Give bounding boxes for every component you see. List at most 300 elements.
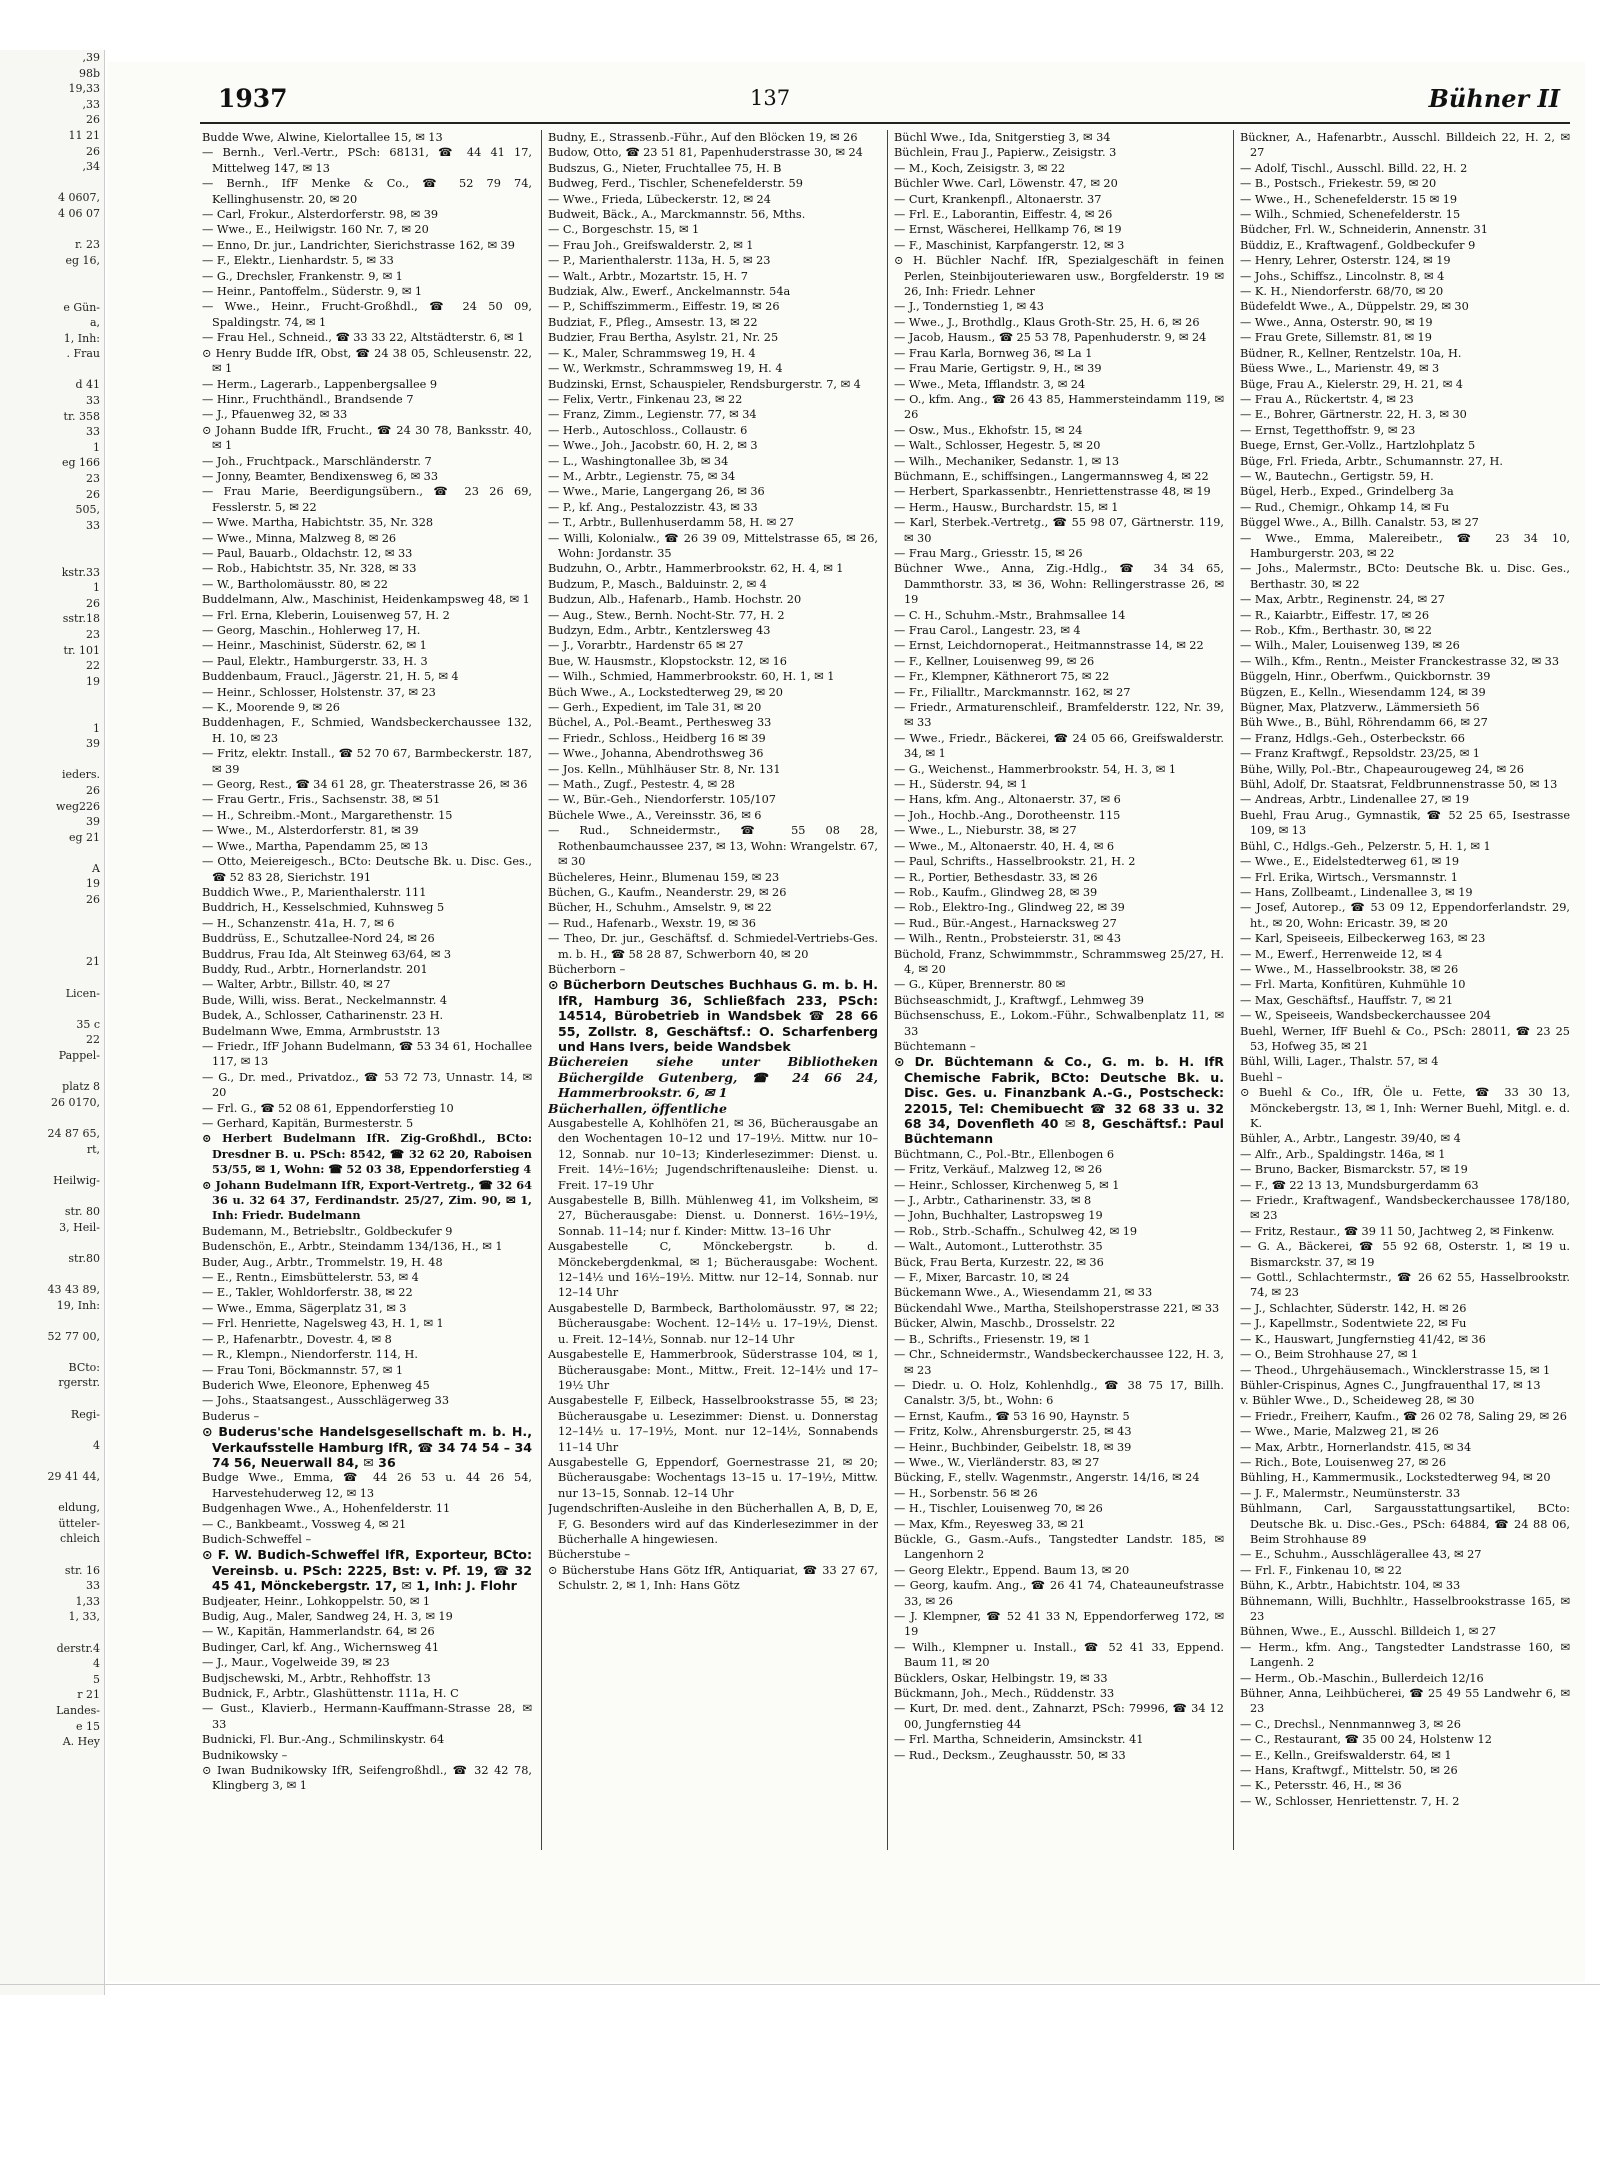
directory-entry: Büggel Wwe., A., Billh. Canalstr. 53, ✉ 27: [1240, 516, 1479, 530]
edge-fragment: A. Hey: [62, 1735, 100, 1749]
directory-entry: — Wwe., Anna, Osterstr. 90, ✉ 19: [1240, 315, 1433, 329]
directory-entry: — Walt., Automont., Lutterothstr. 35: [894, 1240, 1103, 1254]
edge-fragment: 19, Inh:: [56, 1298, 100, 1312]
edge-fragment: tr. 358: [63, 409, 100, 423]
directory-entry: — Rob., Strb.-Schaffn., Schulweg 42, ✉ 19: [894, 1224, 1138, 1238]
directory-entry: Bühnen, Wwe., E., Ausschl. Billdeich 1, ✉ 27: [1240, 1625, 1497, 1639]
edge-fragment: [0, 1391, 104, 1407]
directory-entry: Bühl, Willi, Lager., Thalstr. 57, ✉ 4: [1240, 1055, 1439, 1069]
directory-entry: — Wwe., Martha, Papendamm 25, ✉ 13: [202, 839, 429, 853]
column-divider: [1233, 130, 1234, 1850]
directory-entry: — Ernst, Tegetthoffstr. 9, ✉ 23: [1240, 423, 1416, 437]
directory-entry: — Franz, Zimm., Legienstr. 77, ✉ 34: [548, 408, 757, 422]
directory-entry: — Johs., Malermstr., BCto: Deutsche Bk. u. Disc. Ges., Berthastr. 30, ✉ 22: [1240, 562, 1570, 591]
directory-entry: — Heinr., Pantoffelm., Süderstr. 9, ✉ 1: [202, 285, 423, 299]
edge-fragment: eg 166: [61, 456, 100, 470]
edge-fragment: [0, 923, 104, 939]
directory-entry: — Wilh., Kfm., Rentn., Meister Franckestrasse 32, ✉ 33: [1240, 654, 1560, 668]
directory-entry: — Ernst, Leichdornoperat., Heitmannstrasse 14, ✉ 22: [894, 639, 1204, 653]
directory-entry: Budow, Otto, ☎ 23 51 81, Papenhuderstrasse 30, ✉ 24: [548, 146, 863, 160]
directory-entry: — Theo, Dr. jur., Geschäftsf. d. Schmiedel-Vertriebs-Ges. m. b. H., ☎ 58 28 87, Schwerborn 40, ✉ 20: [548, 932, 878, 961]
column-4: [1240, 130, 1570, 1850]
directory-entry: ⊙ Bücherborn Deutsches Buchhaus G. m. b. H. IfR, Hamburg 36, Schließfach 233, PSch: 14514, Bürobetrieb in Wandsbek ☎ 28 66 55, Zollstr. 8, Geschäftsf.: O. Scharfenberg und Hans Ivers, beide Wandsbek: [548, 977, 878, 1054]
edge-fragment: 33: [86, 394, 100, 408]
edge-fragment: 1: [93, 440, 100, 454]
directory-entry: Buderich Wwe, Eleonore, Ephenweg 45: [202, 1378, 430, 1392]
page-header: [200, 84, 1570, 124]
directory-entry: — Ernst, Kaufm., ☎ 53 16 90, Haynstr. 5: [894, 1409, 1130, 1423]
directory-entry: Bühe, Willy, Pol.-Btr., Chapeaurougeweg 24, ✉ 26: [1240, 762, 1524, 776]
edge-fragment: [0, 705, 104, 721]
edge-fragment: 3, Heil-: [59, 1220, 100, 1234]
directory-entry: — J., Pfauenweg 32, ✉ 33: [202, 408, 348, 422]
edge-fragment: [0, 284, 104, 300]
directory-entry: — Herm., kfm. Ang., Tangstedter Landstrasse 160, ✉ Langenh. 2: [1240, 1640, 1570, 1670]
directory-entry: Büchtmann, C., Pol.-Btr., Ellenbogen 6: [894, 1147, 1115, 1161]
directory-entry: — Wwe., Johanna, Abendrothsweg 36: [548, 747, 764, 761]
directory-entry: — P., Marienthalerstr. 113a, H. 5, ✉ 23: [548, 254, 771, 268]
directory-entry: Bühl, Adolf, Dr. Staatsrat, Feldbrunnenstrasse 50, ✉ 13: [1240, 778, 1558, 792]
edge-fragment: [0, 1313, 104, 1329]
directory-entry: — P., Hafenarbtr., Dovestr. 4, ✉ 8: [202, 1332, 392, 1346]
edge-fragment: derstr.4: [56, 1641, 100, 1655]
directory-entry: — Curt, Krankenpfl., Altonaerstr. 37: [894, 192, 1102, 206]
directory-entry: Büddiz, E., Kraftwagenf., Goldbeckufer 9: [1240, 238, 1476, 252]
directory-entry: — Chr., Schneidermstr., Wandsbeckerchaussee 122, H. 3, ✉ 23: [894, 1348, 1224, 1377]
edge-fragment: Landes-: [56, 1703, 100, 1717]
edge-fragment: ,33: [82, 97, 100, 111]
directory-entry: — Fritz, elektr. Install., ☎ 52 70 67, Barmbeckerstr. 187, ✉ 39: [202, 747, 532, 776]
directory-entry: Ausgabestelle D, Barmbeck, Bartholomäusstr. 97, ✉ 22; Bücherausgabe: Wochent. 12–14½ u. 17–19½, Dienst. u. Freit. 12–14½, Sonnab. nur 12–14 Uhr: [548, 1301, 878, 1346]
directory-entry: — Rob., Kfm., Berthastr. 30, ✉ 22: [1240, 624, 1432, 637]
directory-entry: — E., Bohrer, Gärtnerstr. 22, H. 3, ✉ 30: [1240, 408, 1467, 422]
edge-fragment: ,39: [82, 51, 100, 64]
edge-fragment: [0, 1547, 104, 1563]
directory-entry: Buder, Aug., Arbtr., Trommelstr. 19, H. 48: [202, 1255, 443, 1269]
directory-entry: — Georg, Rest., ☎ 34 61 28, gr. Theaterstrasse 26, ✉ 36: [202, 778, 528, 792]
directory-entry: Bück, Frau Berta, Kurzestr. 22, ✉ 36: [894, 1255, 1104, 1269]
edge-fragment: 1: [93, 581, 100, 595]
directory-entry: — Gottl., Schlachtermstr., ☎ 26 62 55, Hasselbrookstr. 74, ✉ 23: [1240, 1271, 1570, 1300]
directory-entry: — Herm., Ob.-Maschin., Bullerdeich 12/16: [1240, 1671, 1484, 1685]
directory-entry: Büdcher, Frl. W., Schneiderin, Annenstr. 31: [1240, 223, 1488, 237]
directory-entry: — Wwe., Minna, Malzweg 8, ✉ 26: [202, 531, 397, 545]
directory-entry: Bücherhallen, öffentliche: [548, 1100, 727, 1116]
column-3: [894, 130, 1224, 1850]
edge-fragment: rt,: [86, 1142, 100, 1156]
directory-entry: — C., Drechsl., Nennmannweg 3, ✉ 26: [1240, 1717, 1461, 1731]
edge-fragment: Licen-: [65, 986, 100, 1000]
directory-entry: — Frl. Henriette, Nagelsweg 43, H. 1, ✉ 1: [202, 1317, 444, 1331]
header-page-number: 137: [750, 86, 791, 110]
directory-entry: Budziak, Alw., Ewerf., Anckelmannstr. 54a: [548, 285, 791, 299]
directory-entry: Bücheleres, Heinr., Blumenau 159, ✉ 23: [548, 870, 780, 884]
directory-entry: — Frau Marie, Gertigstr. 9, H., ✉ 39: [894, 362, 1102, 376]
directory-entry: — J., Vorarbtr., Hardenstr 65 ✉ 27: [548, 639, 744, 653]
edge-fragment: 1, 33,: [68, 1610, 100, 1624]
edge-fragment: 4 0607,: [58, 191, 100, 205]
directory-entry: — Rob., Habichtstr. 35, Nr. 328, ✉ 33: [202, 562, 417, 576]
directory-entry: — M., Arbtr., Legienstr. 75, ✉ 34: [548, 469, 736, 483]
directory-entry: — Frl. Erna, Kleberin, Louisenweg 57, H. 2: [202, 608, 450, 622]
edge-fragment: [0, 1235, 104, 1251]
directory-entry: Büggeln, Hinr., Oberfwm., Quickbornstr. 39: [1240, 670, 1491, 684]
directory-entry: — Frl. Erika, Wirtsch., Versmannstr. 1: [1240, 870, 1458, 884]
directory-entry: — O., kfm. Ang., ☎ 26 43 85, Hammersteindamm 119, ✉ 26: [894, 392, 1224, 422]
directory-entry: Bue, W. Hausmstr., Klopstockstr. 12, ✉ 16: [548, 654, 787, 668]
directory-entry: — B., Schrifts., Friesenstr. 19, ✉ 1: [894, 1332, 1091, 1346]
directory-entry: — Rob., Elektro-Ing., Glindweg 22, ✉ 39: [894, 901, 1125, 915]
directory-entry: Büdner, R., Kellner, Rentzelstr. 10a, H.: [1240, 346, 1462, 360]
directory-entry: Budnick, F., Arbtr., Glashüttenstr. 111a, H. C: [202, 1687, 459, 1701]
directory-entry: — Henry, Lehrer, Osterstr. 124, ✉ 19: [1240, 254, 1451, 268]
edge-fragment: . Frau: [66, 347, 100, 361]
directory-entry: Buehl, Frau Arug., Gymnastik, ☎ 52 25 65, Isestrasse 109, ✉ 13: [1240, 808, 1570, 838]
directory-entry: — W., Bartholomäusstr. 80, ✉ 22: [202, 577, 388, 591]
directory-entry: Ausgabestelle C, Mönckebergstr. b. d. Mönckebergdenkmal, ✉ 1; Bücherausgabe: Wochent. 12–14½ und 16½–19½. Mittw. nur 12–14, Sonnab. nur 12–14 Uhr: [548, 1240, 878, 1300]
directory-entry: Budnicki, Fl. Bur.-Ang., Schmilinskystr. 64: [202, 1733, 445, 1747]
directory-entry: — K., Petersstr. 46, H., ✉ 36: [1240, 1779, 1402, 1793]
directory-entry: Bügel, Herb., Exped., Grindelberg 3a: [1240, 485, 1454, 499]
edge-fragment: 33: [86, 425, 100, 439]
edge-fragment: 33: [86, 518, 100, 532]
directory-entry: — Franz Kraftwgf., Repsoldstr. 23/25, ✉ 1: [1240, 747, 1480, 761]
directory-entry: — E., Takler, Wohldorferstr. 38, ✉ 22: [202, 1286, 413, 1300]
edge-fragment: 26: [86, 893, 100, 907]
directory-entry: Budzun, Alb., Hafenarb., Hamb. Hochstr. 20: [548, 593, 802, 607]
directory-entry: Budzier, Frau Bertha, Asylstr. 21, Nr. 25: [548, 331, 779, 345]
edge-fragment: [0, 1064, 104, 1080]
directory-entry: — Fritz, Kolw., Ahrensburgerstr. 25, ✉ 43: [894, 1425, 1132, 1439]
directory-entry: Bügner, Max, Platzverw., Lämmersieth 56: [1240, 701, 1480, 715]
directory-entry: — P., Schiffszimmerm., Eiffestr. 19, ✉ 26: [548, 300, 780, 314]
directory-entry: — Wwe., Emma, Sägerplatz 31, ✉ 3: [202, 1301, 407, 1315]
directory-entry: Büchen, G., Kaufm., Neanderstr. 29, ✉ 26: [548, 885, 787, 899]
directory-entry: Budjschewski, M., Arbtr., Rehhoffstr. 13: [202, 1671, 431, 1685]
directory-entry: — Theod., Uhrgehäusemach., Wincklerstrasse 15, ✉ 1: [1240, 1363, 1551, 1377]
directory-entry: — Walt., Arbtr., Mozartstr. 15, H. 7: [548, 269, 748, 283]
directory-entry: Budny, E., Strassenb.-Führ., Auf den Blöcken 19, ✉ 26: [548, 131, 858, 144]
directory-entry: Budzum, P., Masch., Balduinstr. 2, ✉ 4: [548, 577, 767, 591]
edge-fragment: [0, 533, 104, 549]
directory-entry: — Herb., Autoschloss., Collaustr. 6: [548, 423, 748, 437]
edge-fragment: [0, 362, 104, 378]
directory-entry: Budnikowsky –: [202, 1748, 288, 1762]
directory-entry: — Heinr., Maschinist, Süderstr. 62, ✉ 1: [202, 639, 427, 653]
edge-fragment: r 21: [77, 1688, 100, 1702]
directory-entry: — Rud., Bür.-Angest., Harnacksweg 27: [894, 916, 1117, 930]
directory-entry: Jugendschriften-Ausleihe in den Bücherhallen A, B, D, E, F, G. Besonders wird auf das Kinderlesezimmer in der Bücherhalle A hingewiesen.: [548, 1502, 878, 1546]
directory-entry: ⊙ F. W. Budich-Schweffel IfR, Exporteur, BCto: Vereinsb. u. PSch: 2225, Bst: v. Pf. 19, ☎ 32 45 41, Mönckebergstr. 17, ✉ 1, Inh: J. Flohr: [202, 1547, 532, 1594]
directory-entry: — Rich., Bote, Louisenweg 27, ✉ 26: [1240, 1455, 1447, 1469]
directory-entry: Budinger, Carl, kf. Ang., Wichernsweg 41: [202, 1640, 440, 1654]
directory-entry: — G., Drechsler, Frankenstr. 9, ✉ 1: [202, 269, 403, 283]
directory-entry: Budweg, Ferd., Tischler, Schenefelderstr. 59: [548, 177, 803, 191]
directory-entry: Bücherstube –: [548, 1548, 631, 1562]
directory-entry: — Paul, Elektr., Hamburgerstr. 33, H. 3: [202, 654, 428, 668]
directory-entry: — R., Kaiarbtr., Eiffestr. 17, ✉ 26: [1240, 608, 1430, 622]
directory-entry: — Kurt, Dr. med. dent., Zahnarzt, PSch: 79996, ☎ 34 12 00, Jungfernstieg 44: [894, 1702, 1224, 1731]
directory-entry: — Bruno, Backer, Bismarckstr. 57, ✉ 19: [1240, 1163, 1468, 1177]
directory-entry: Büchner Wwe., Anna, Zig.-Hdlg., ☎ 34 34 65, Dammthorstr. 33, ✉ 36, Wohn: Rellingerstrasse 26, ✉ 19: [894, 562, 1224, 607]
directory-entry: — Rud., Decksm., Zeughausstr. 50, ✉ 33: [894, 1748, 1126, 1762]
directory-entry: Ausgabestelle A, Kohlhöfen 21, ✉ 36, Bücherausgabe an den Wochentagen 10–12 und 17–19½. Mittw. nur 10–12, Sonnab. nur 10–13; Kinderlesezimmer: Dienst. u. Freit. 14½–16½; Jugendschriftenausleihe: Dienst. u. Freit. 17–19 Uhr: [548, 1117, 878, 1192]
edge-fragment: eldung,: [58, 1501, 100, 1515]
page-bottom-edge: [0, 1984, 1600, 1985]
edge-fragment: [0, 1157, 104, 1173]
directory-entry: — Rob., Kaufm., Glindweg 28, ✉ 39: [894, 885, 1098, 899]
edge-fragment: rgerstr.: [58, 1376, 100, 1390]
edge-fragment: 5: [93, 1672, 100, 1686]
directory-entry: — Joh., Fruchtpack., Marschländerstr. 7: [202, 454, 432, 468]
edge-fragment: [0, 752, 104, 768]
directory-entry: — Walter, Arbtr., Billstr. 40, ✉ 27: [202, 978, 391, 992]
edge-fragment: str. 80: [64, 1204, 100, 1218]
directory-entry: Budig, Aug., Maler, Sandweg 24, H. 3, ✉ 19: [202, 1610, 453, 1623]
edge-fragment: [0, 1453, 104, 1469]
directory-entry: — Friedr., Schloss., Heidberg 16 ✉ 39: [548, 731, 766, 745]
directory-entry: — F., Elektr., Lienhardstr. 5, ✉ 33: [202, 254, 394, 268]
directory-entry: Bühnemann, Willi, Buchhltr., Hasselbrookstrasse 165, ✉ 23: [1240, 1594, 1570, 1623]
directory-entry: — Johs., Staatsangest., Ausschlägerweg 33: [202, 1394, 450, 1408]
edge-fragment: sstr.18: [62, 612, 100, 626]
edge-fragment: e 15: [75, 1719, 100, 1733]
directory-entry: Budjeater, Heinr., Lohkoppelstr. 50, ✉ 1: [202, 1594, 431, 1608]
directory-entry: Bücker, Alwin, Maschb., Drosselstr. 22: [894, 1317, 1116, 1331]
directory-entry: Buege, Ernst, Ger.-Vollz., Hartzlohplatz 5: [1240, 439, 1476, 453]
directory-entry: Budszus, G., Nieter, Fruchtallee 75, H. B: [548, 161, 782, 175]
directory-entry: Büchlein, Frau J., Papierw., Zeisigstr. 3: [894, 146, 1117, 160]
directory-entry: — K. H., Niendorferstr. 68/70, ✉ 20: [1240, 285, 1444, 299]
directory-entry: Budich-Schweffel –: [202, 1532, 312, 1546]
directory-entry: — Frau Toni, Böckmannstr. 57, ✉ 1: [202, 1363, 404, 1377]
directory-entry: Büh Wwe., B., Bühl, Röhrendamm 66, ✉ 27: [1240, 716, 1488, 730]
directory-entry: — Fr., Filialltr., Marckmannstr. 162, ✉ 27: [894, 685, 1131, 699]
directory-entry: — J. F., Malermstr., Neumünsterstr. 33: [1240, 1486, 1461, 1500]
directory-entry: Bücking, F., stellv. Wagenmstr., Angerstr. 14/16, ✉ 24: [894, 1471, 1200, 1485]
edge-fragment: [0, 1110, 104, 1126]
directory-entry: — J., Arbtr., Catharinenstr. 33, ✉ 8: [894, 1194, 1092, 1208]
directory-entry: — Frl. Marta, Konfitüren, Kuhmühle 10: [1240, 978, 1466, 992]
directory-entry: Buehl, Werner, IfF Buehl & Co., PSch: 28011, ☎ 23 25 53, Hofweg 35, ✉ 21: [1240, 1024, 1570, 1053]
directory-entry: — Bernh., IfF Menke & Co., ☎ 52 79 74, Kellinghusenstr. 20, ✉ 20: [202, 177, 532, 206]
directory-entry: — Wilh., Rentn., Probsteierstr. 31, ✉ 43: [894, 932, 1122, 946]
directory-entry: — Wwe., M., Altonaerstr. 40, H. 4, ✉ 6: [894, 839, 1115, 853]
edge-fragment: [0, 1344, 104, 1360]
directory-entry: — Rud., Hafenarb., Wexstr. 19, ✉ 36: [548, 916, 756, 930]
edge-fragment: ütteler-: [58, 1516, 100, 1530]
directory-entry: Bühl, C., Hdlgs.-Geh., Pelzerstr. 5, H. 1, ✉ 1: [1240, 839, 1491, 853]
directory-entry: Bückendahl Wwe., Martha, Steilshoperstrasse 221, ✉ 33: [894, 1301, 1220, 1315]
edge-fragment: [0, 908, 104, 924]
directory-entry: Budenschön, E., Arbtr., Steindamm 134/136, H., ✉ 1: [202, 1240, 503, 1254]
directory-entry: Büchereien siehe unter Bibliotheken Büchergilde Gutenberg, ☎ 24 66 24, Hammerbrookstr. 6, ✉ 1: [548, 1054, 878, 1101]
edge-fragment: 39: [86, 815, 100, 829]
edge-fragment: BCto:: [68, 1360, 100, 1374]
directory-entry: — Carl, Frokur., Alsterdorferstr. 98, ✉ 39: [202, 208, 439, 222]
edge-fragment: [0, 1266, 104, 1282]
directory-entry: — K., Moorende 9, ✉ 26: [202, 701, 340, 715]
directory-entry: Buddenbaum, Fraucl., Jägerstr. 21, H. 5, ✉ 4: [202, 670, 459, 684]
edge-fragment: 19: [86, 877, 100, 891]
directory-entry: — Wwe., E., Heilwigstr. 160 Nr. 7, ✉ 20: [202, 223, 429, 237]
directory-entry: — Wwe. Martha, Habichtstr. 35, Nr. 328: [202, 516, 434, 530]
directory-entry: — Aug., Stew., Bernh. Nocht-Str. 77, H. 2: [548, 608, 785, 622]
directory-entry: Budzinski, Ernst, Schauspieler, Rendsburgerstr. 7, ✉ 4: [548, 377, 861, 391]
directory-entry: v. Bühler Wwe., D., Scheideweg 28, ✉ 30: [1240, 1394, 1475, 1408]
edge-fragment: 98b: [78, 66, 100, 80]
directory-entry: Budzuhn, O., Arbtr., Hammerbrookstr. 62, H. 4, ✉ 1: [548, 562, 844, 576]
directory-entry: — E., Kelln., Greifswalderstr. 64, ✉ 1: [1240, 1748, 1452, 1762]
directory-entry: — Bernh., Verl.-Vertr., PSch: 68131, ☎ 44 41 17, Mittelweg 147, ✉ 13: [202, 146, 532, 175]
edge-fragment: 26: [86, 783, 100, 797]
directory-entry: — Wwe., Marie, Langergang 26, ✉ 36: [548, 485, 765, 499]
directory-entry: — Jacob, Hausm., ☎ 25 53 78, Papenhuderstr. 9, ✉ 24: [894, 331, 1207, 345]
edge-fragment: 26: [86, 113, 100, 127]
directory-entry: — Karl, Sterbek.-Vertretg., ☎ 55 98 07, Gärtnerstr. 119, ✉ 30: [894, 516, 1224, 545]
directory-entry: Ausgabestelle F, Eilbeck, Hasselbrookstrasse 55, ✉ 23; Bücherausgabe u. Lesezimmer: Dienst. u. Donnerstag 12–14½ u. 17–19½, Mont. nur 12–14½, Sonnabends 11–14 Uhr: [548, 1394, 878, 1454]
directory-entry: Budde Wwe, Alwine, Kielortallee 15, ✉ 13: [202, 131, 443, 144]
directory-entry: — Frau Marie, Beerdigungsübern., ☎ 23 26 69, Fesslerstr. 5, ✉ 22: [202, 485, 532, 514]
edge-fragment: 4: [93, 1438, 100, 1452]
directory-entry: — Diedr. u. O. Holz, Kohlenhdlg., ☎ 38 75 17, Billh. Canalstr. 3/5, bt., Wohn: 6: [894, 1378, 1224, 1408]
directory-entry: Bückner, A., Hafenarbtr., Ausschl. Billdeich 22, H. 2, ✉ 27: [1240, 131, 1570, 160]
edge-fragment: [0, 1485, 104, 1501]
edge-fragment: 52 77 00,: [47, 1329, 100, 1343]
directory-entry: Buddrich, H., Kesselschmied, Kuhnsweg 5: [202, 901, 445, 915]
directory-entry: — Gerhard, Kapitän, Burmesterstr. 5: [202, 1117, 414, 1130]
directory-entry: Büchele Wwe., A., Vereinsstr. 36, ✉ 6: [548, 808, 762, 822]
directory-entry: — Frau Carol., Langestr. 23, ✉ 4: [894, 624, 1081, 637]
directory-entry: — G., Küper, Brennerstr. 80 ✉: [894, 978, 1066, 992]
directory-entry: — Frl. E., Laborantin, Eiffestr. 4, ✉ 26: [894, 208, 1113, 222]
directory-entry: — Wwe., M., Hasselbrookstr. 38, ✉ 26: [1240, 962, 1459, 976]
directory-entry: Büchler Wwe. Carl, Löwenstr. 47, ✉ 20: [894, 177, 1118, 191]
edge-fragment: A: [92, 861, 100, 875]
directory-entry: — Gust., Klavierb., Hermann-Kauffmann-Strasse 28, ✉ 33: [202, 1702, 532, 1731]
directory-entry: — W., Schlosser, Henriettenstr. 7, H. 2: [1240, 1794, 1460, 1808]
directory-entry: — H., Schanzenstr. 41a, H. 7, ✉ 6: [202, 916, 395, 930]
edge-fragment: 39: [86, 737, 100, 751]
directory-entry: — Wwe., L., Nieburstr. 38, ✉ 27: [894, 824, 1077, 838]
directory-entry: — Adolf, Tischl., Ausschl. Billd. 22, H. 2: [1240, 161, 1468, 175]
directory-entry: — Willi, Kolonialw., ☎ 26 39 09, Mittelstrasse 65, ✉ 26, Wohn: Jordanstr. 35: [548, 531, 878, 560]
directory-entry: — J., Schlachter, Süderstr. 142, H. ✉ 26: [1240, 1301, 1467, 1315]
directory-entry: — Osw., Mus., Ekhofstr. 15, ✉ 24: [894, 423, 1083, 437]
directory-entry: Bühn, K., Arbtr., Habichtstr. 104, ✉ 33: [1240, 1579, 1461, 1593]
directory-entry: — Wwe., Joh., Jacobstr. 60, H. 2, ✉ 3: [548, 439, 758, 453]
directory-entry: — Paul, Schrifts., Hasselbrookstr. 21, H. 2: [894, 855, 1136, 869]
directory-entry: — H., Schreibm.-Mont., Margarethenstr. 15: [202, 808, 453, 822]
directory-entry: — K., Hauswart, Jungfernstieg 41/42, ✉ 36: [1240, 1332, 1486, 1346]
directory-entry: Buehl –: [1240, 1070, 1283, 1084]
directory-entry: — Hinr., Fruchthändl., Brandsende 7: [202, 392, 414, 406]
directory-entry: — Heinr., Buchbinder, Geibelstr. 18, ✉ 39: [894, 1440, 1132, 1454]
directory-entry: — Max, Arbtr., Hornerlandstr. 415, ✉ 34: [1240, 1440, 1472, 1454]
directory-entry: Bügzen, E., Kelln., Wiesendamm 124, ✉ 39: [1240, 685, 1486, 699]
directory-entry: — Friedr., Kraftwagenf., Wandsbeckerchaussee 178/180, ✉ 23: [1240, 1194, 1570, 1223]
directory-entry: Bückemann Wwe., A., Wiesendamm 21, ✉ 33: [894, 1286, 1153, 1300]
directory-entry: — M., Ewerf., Herrenweide 12, ✉ 4: [1240, 947, 1443, 961]
edge-fragment: weg226: [56, 799, 100, 813]
directory-entry: — J. Klempner, ☎ 52 41 33 N, Eppendorferweg 172, ✉ 19: [894, 1610, 1224, 1639]
edge-fragment: a,: [89, 316, 100, 330]
column-2: [548, 130, 878, 1850]
directory-entry: Büchl Wwe., Ida, Snitgerstieg 3, ✉ 34: [894, 131, 1111, 144]
directory-entry: — Max, Arbtr., Reginenstr. 24, ✉ 27: [1240, 593, 1445, 607]
directory-entry: — Wilh., Schmied, Hammerbrookstr. 60, H. 1, ✉ 1: [548, 670, 835, 684]
directory-entry: — Heinr., Schlosser, Kirchenweg 5, ✉ 1: [894, 1178, 1120, 1192]
directory-entry: — B., Postsch., Friekestr. 59, ✉ 20: [1240, 177, 1437, 191]
edge-fragment: 26 0170,: [51, 1095, 100, 1109]
directory-entry: Budek, A., Schlosser, Catharinenstr. 23 H.: [202, 1009, 444, 1023]
header-running-title: Bühner II: [1428, 84, 1560, 113]
edge-fragment: 29 41 44,: [47, 1470, 100, 1484]
directory-entry: — Heinr., Schlosser, Holstenstr. 37, ✉ 23: [202, 685, 436, 699]
directory-entry: — Wwe., H., Schenefelderstr. 15 ✉ 19: [1240, 192, 1458, 206]
directory-entry: Bühler, A., Arbtr., Langestr. 39/40, ✉ 4: [1240, 1132, 1461, 1146]
directory-entry: — Friedr., Armaturenschleif., Bramfelderstr. 122, Nr. 39, ✉ 33: [894, 701, 1224, 730]
directory-entry: — G., Weichenst., Hammerbrookstr. 54, H. 3, ✉ 1: [894, 762, 1177, 776]
directory-entry: — Wwe., J., Brothdlg., Klaus Groth-Str. 25, H. 6, ✉ 26: [894, 315, 1200, 329]
directory-entry: — M., Koch, Zeisigstr. 3, ✉ 22: [894, 161, 1066, 175]
directory-entry: — Josef, Autorep., ☎ 53 09 12, Eppendorferlandstr. 29, ht., ✉ 20, Wohn: Ericastr. 39, ✉ 20: [1240, 901, 1570, 930]
directory-entry: — Andreas, Arbtr., Lindenallee 27, ✉ 19: [1240, 793, 1470, 807]
directory-entry: Büge, Frau A., Kielerstr. 29, H. 21, ✉ 4: [1240, 377, 1463, 391]
directory-entry: — Frau Hel., Schneid., ☎ 33 33 22, Altstädterstr. 6, ✉ 1: [202, 331, 525, 345]
edge-fragment: d 41: [75, 378, 100, 392]
directory-entry: Büch Wwe., A., Lockstedterweg 29, ✉ 20: [548, 685, 783, 699]
directory-entry: — Otto, Meiereigesch., BCto: Deutsche Bk. u. Disc. Ges., ☎ 52 83 28, Sierichstr. 191: [202, 855, 532, 884]
directory-entry: — Rud., Schneidermstr., ☎ 55 08 28, Rothenbaumchaussee 237, ✉ 13, Wohn: Wrangelstr. 67, ✉ 30: [548, 824, 878, 869]
directory-entry: Budelmann Wwe, Emma, Armbruststr. 13: [202, 1024, 441, 1038]
directory-entry: — Rud., Chemigr., Ohkamp 14, ✉ Fu: [1240, 500, 1450, 514]
directory-entry: — Hans, kfm. Ang., Altonaerstr. 37, ✉ 6: [894, 793, 1121, 807]
directory-entry: — J., Maur., Vogelweide 39, ✉ 23: [202, 1656, 390, 1670]
directory-entry: — G., Dr. med., Privatdoz., ☎ 53 72 73, Unnastr. 14, ✉ 20: [202, 1070, 532, 1100]
directory-entry: — Franz, Hdlgs.-Geh., Osterbeckstr. 66: [1240, 731, 1465, 745]
edge-fragment: [0, 222, 104, 238]
directory-entry: — John, Buchhalter, Lastropsweg 19: [894, 1209, 1103, 1223]
directory-entry: — F., ☎ 22 13 13, Mundsburgerdamm 63: [1240, 1178, 1479, 1192]
directory-entry: Budziat, F., Pfleg., Amsestr. 13, ✉ 22: [548, 315, 758, 329]
directory-entry: Büchold, Franz, Schwimmmstr., Schrammsweg 25/27, H. 4, ✉ 20: [894, 947, 1224, 976]
edge-fragment: kstr.33: [61, 565, 100, 579]
directory-entry: — L., Washingtonallee 3b, ✉ 34: [548, 454, 729, 468]
directory-entry: — Wilh., Schmied, Schenefelderstr. 15: [1240, 208, 1461, 222]
directory-entry: — Georg, Maschin., Hohlerweg 17, H.: [202, 624, 421, 637]
edge-fragment: 26: [86, 144, 100, 158]
directory-entry: — Max, Kfm., Reyesweg 33, ✉ 21: [894, 1517, 1086, 1531]
directory-entry: — J., Tondernstieg 1, ✉ 43: [894, 300, 1044, 314]
directory-entry: — Wwe., Friedr., Bäckerei, ☎ 24 05 66, Greifswalderstr. 34, ✉ 1: [894, 731, 1224, 761]
directory-entry: — H., Sorbenstr. 56 ✉ 26: [894, 1486, 1038, 1500]
directory-entry: — Enno, Dr. jur., Landrichter, Sierichstrasse 162, ✉ 39: [202, 238, 515, 252]
directory-entry: — Frau Joh., Greifswalderstr. 2, ✉ 1: [548, 238, 754, 252]
edge-fragment: [0, 175, 104, 191]
directory-entry: Bude, Willi, wiss. Berat., Neckelmannstr. 4: [202, 993, 448, 1007]
directory-entry: — J., Kapellmstr., Sodentwiete 22, ✉ Fu: [1240, 1317, 1467, 1331]
edge-fragment: ,34: [82, 160, 100, 174]
directory-entry: ⊙ Henry Budde IfR, Obst, ☎ 24 38 05, Schleusenstr. 22, ✉ 1: [202, 346, 532, 376]
directory-entry: Bückle, G., Gasm.-Aufs., Tangstedter Landstr. 185, ✉ Langenhorn 2: [894, 1532, 1224, 1562]
edge-fragment: 4 06 07: [58, 206, 100, 220]
directory-entry: — C., Borgeschstr. 15, ✉ 1: [548, 223, 700, 237]
directory-entry: — Wwe., W., Vierländerstr. 83, ✉ 27: [894, 1455, 1100, 1469]
directory-entry: — O., Beim Strohhause 27, ✉ 1: [1240, 1348, 1419, 1362]
directory-entry: — W., Werkmstr., Schrammsweg 19, H. 4: [548, 362, 783, 376]
directory-entry: Bühling, H., Kammermusik., Lockstedterweg 94, ✉ 20: [1240, 1471, 1551, 1485]
